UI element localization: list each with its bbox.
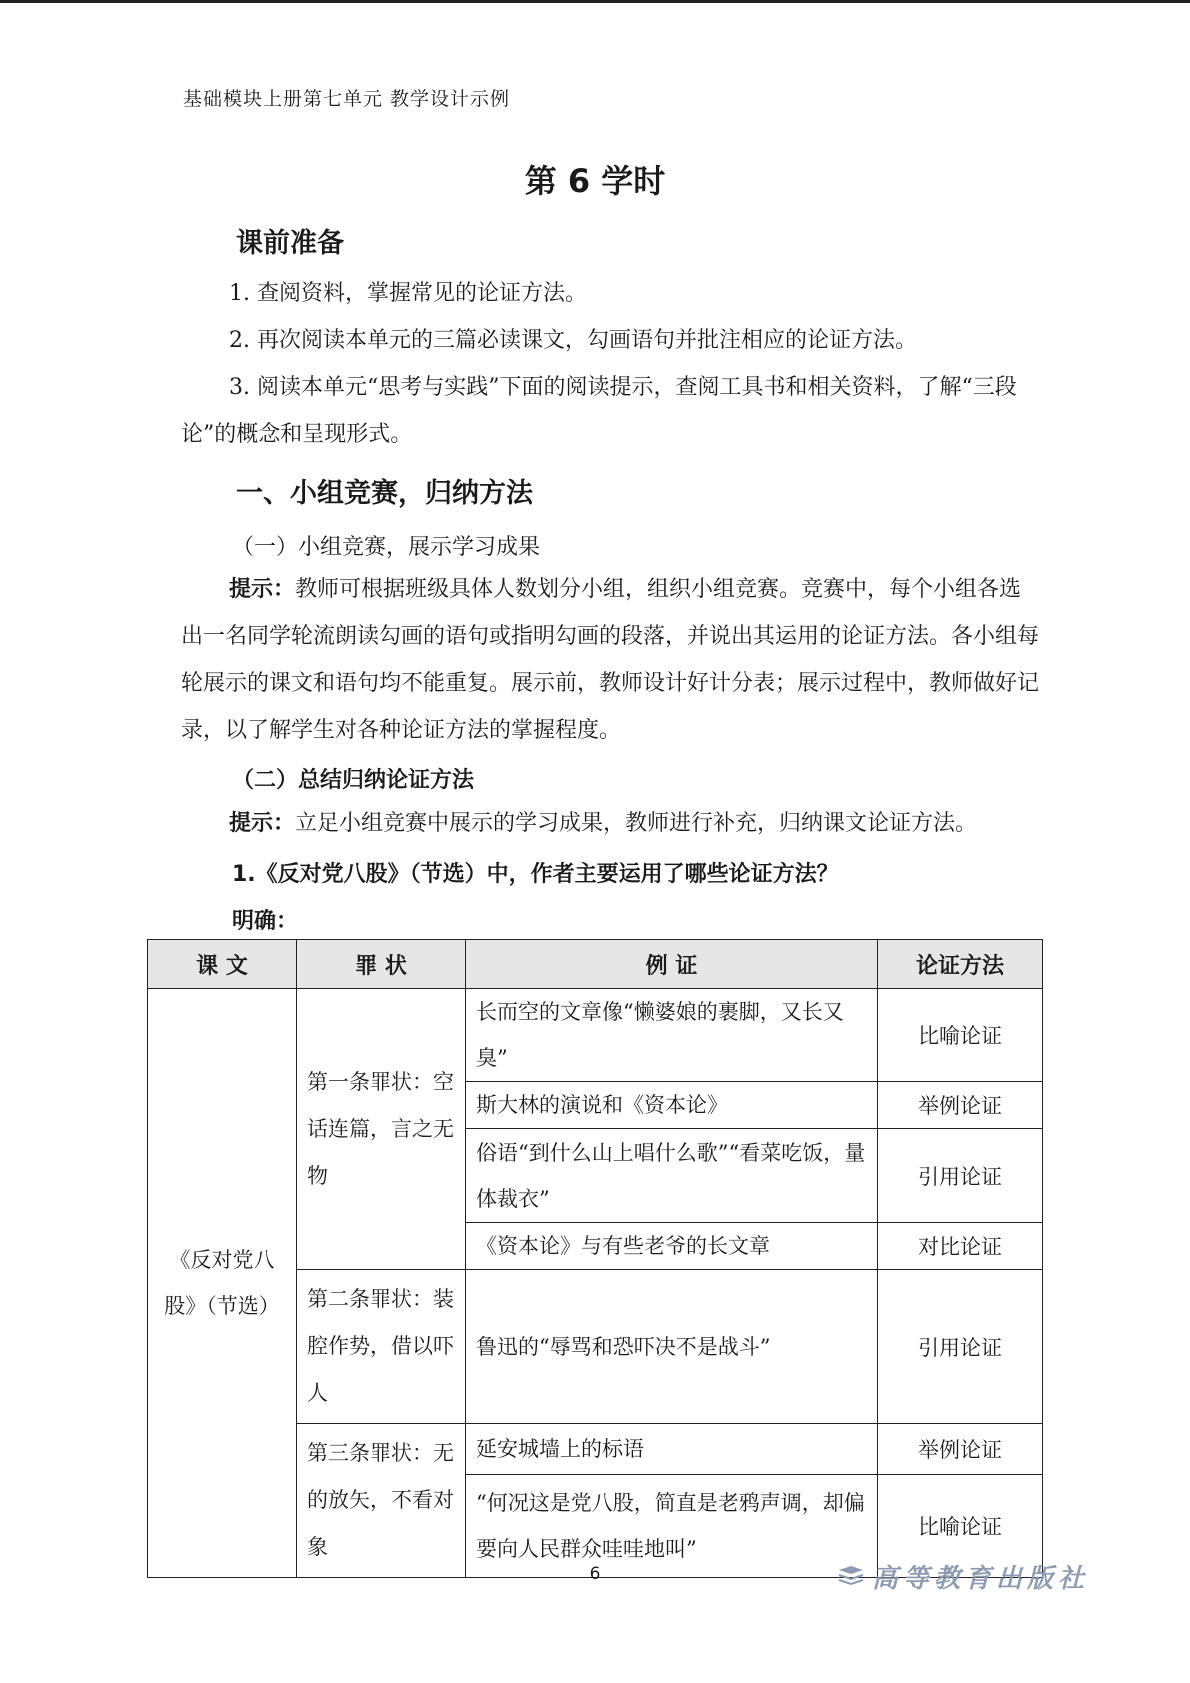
tip-label: 提示： — [229, 811, 296, 836]
example-cell: “何况这是党八股，简直是老鸦声调，却偏要向人民群众哇哇地叫” — [466, 1475, 878, 1578]
method-cell: 举例论证 — [878, 1424, 1043, 1475]
crime-cell-2: 第二条罪状：装腔作势，借以吓人 — [297, 1270, 466, 1424]
top-border-line — [0, 0, 1190, 3]
crime-cell-1: 第一条罪状：空话连篇，言之无物 — [297, 989, 466, 1270]
answer-label: 明确： — [232, 909, 299, 934]
example-cell: 《资本论》与有些老爷的长文章 — [466, 1223, 878, 1270]
prep-item-1 — [181, 270, 1043, 317]
tip-paragraph-2 — [181, 800, 1043, 847]
heading-prep: 课前准备 — [236, 228, 344, 259]
page-number: 6 — [589, 1564, 601, 1584]
example-cell: 延安城墙上的标语 — [466, 1424, 878, 1475]
header-method: 论证方法 — [878, 940, 1043, 989]
example-cell: 长而空的文章像“懒婆娘的裹脚，又长又臭” — [466, 989, 878, 1082]
question-1: 1.《反对党八股》（节选）中，作者主要运用了哪些论证方法？ — [232, 862, 839, 887]
example-cell: 斯大林的演说和《资本论》 — [466, 1082, 878, 1129]
page-title: 第 6 学时 — [524, 162, 666, 200]
text-title-cell: 《反对党八股》（节选） — [148, 989, 297, 1578]
method-cell: 比喻论证 — [878, 989, 1043, 1082]
prep-item-1-text: 1. 查阅资料，掌握常见的论证方法。 — [229, 281, 587, 306]
prep-item-3-text: 3. 阅读本单元“思考与实践”下面的阅读提示，查阅工具书和相关资料，了解“三段论”的概念和呈现形式。 — [181, 375, 1017, 447]
table-header-row — [148, 940, 1043, 989]
table-row — [148, 989, 1043, 1082]
example-cell: 俗语“到什么山上唱什么歌”“看菜吃饭，量体裁衣” — [466, 1129, 878, 1223]
header-crime: 罪 状 — [297, 940, 466, 989]
prep-item-3 — [181, 364, 1043, 458]
prep-item-2 — [181, 317, 1043, 364]
crime-cell-3: 第三条罪状：无的放矢，不看对象 — [297, 1424, 466, 1578]
example-cell: 鲁迅的“辱骂和恐吓决不是战斗” — [466, 1270, 878, 1424]
method-cell: 引用论证 — [878, 1270, 1043, 1424]
publisher-logo — [836, 1558, 1089, 1595]
publisher-name: 高等教育出版社 — [872, 1564, 1090, 1594]
tip-text-2: 立足小组竞赛中展示的学习成果，教师进行补充，归纳课文论证方法。 — [295, 811, 978, 836]
publisher-emblem-icon — [836, 1564, 866, 1590]
method-cell: 举例论证 — [878, 1082, 1043, 1129]
method-cell: 对比论证 — [878, 1223, 1043, 1270]
tip-label: 提示： — [229, 577, 296, 602]
prep-item-2-text: 2. 再次阅读本单元的三篇必读课文，勾画语句并批注相应的论证方法。 — [229, 328, 917, 353]
header-text: 课 文 — [148, 940, 297, 989]
running-header: 基础模块上册第七单元 教学设计示例 — [183, 88, 511, 110]
argument-methods-table — [147, 939, 1043, 1578]
subheading-two: （二）总结归纳论证方法 — [232, 768, 475, 793]
tip-text-1: 教师可根据班级具体人数划分小组，组织小组竞赛。竞赛中，每个小组各选出一名同学轮流朗读勾画的语句或指明勾画的段落，并说出其运用的论证方法。各小组每轮展示的课文和语句均不能重复。展示前，教师设计好计分表；展示过程中，教师做好记录，以了解学生对各种论证方法的掌握程度。 — [181, 577, 1040, 743]
heading-section-one: 一、小组竞赛，归纳方法 — [236, 478, 533, 509]
header-example: 例 证 — [466, 940, 878, 989]
method-cell: 引用论证 — [878, 1129, 1043, 1223]
method-cell: 比喻论证 — [878, 1475, 1043, 1578]
tip-paragraph-1 — [181, 566, 1043, 754]
subheading-one: （一）小组竞赛，展示学习成果 — [232, 535, 541, 560]
